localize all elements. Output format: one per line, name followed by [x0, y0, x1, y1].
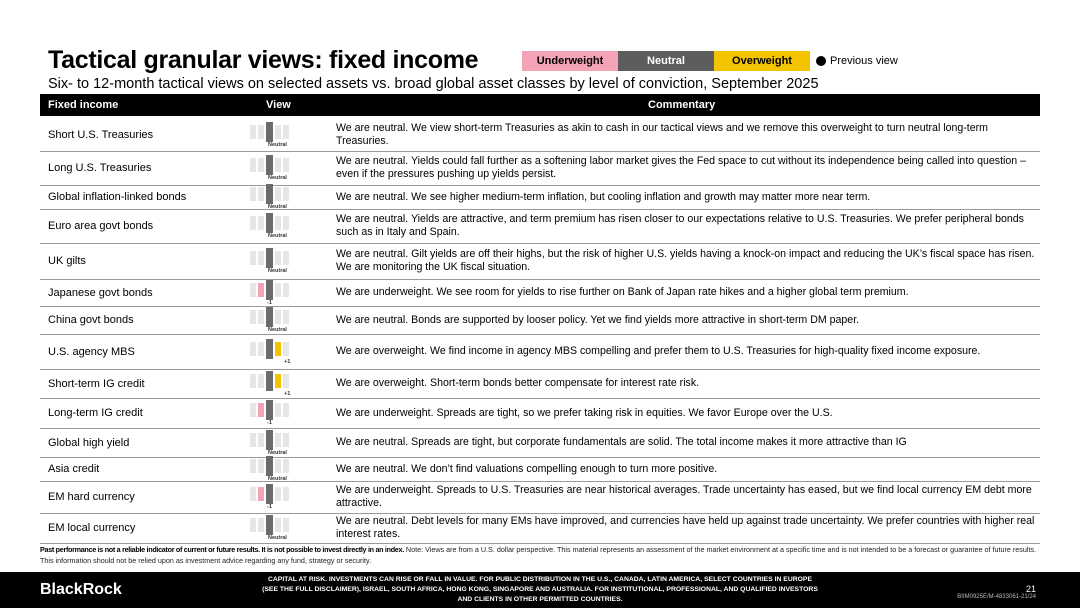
commentary-text: We are neutral. Yields could fall further as a softening labor market gives the Fed space to cut without its independence being called into question – even if the pressures pushing up yields persist. [336, 155, 1026, 180]
commentary-text: We are neutral. Bonds are supported by looser policy. Yet we find yields more attractive in short-term DM paper. [336, 313, 860, 326]
previous-view-dot-icon [816, 56, 826, 66]
commentary [336, 306, 1036, 334]
asset-name: EM local currency [48, 522, 136, 534]
scale-bar [258, 158, 264, 172]
view-scale [250, 518, 330, 542]
table-row [40, 151, 1040, 186]
asset-name: Asia credit [48, 463, 100, 475]
commentary-text: We are neutral. We see higher medium-term inflation, but cooling inflation and growth may matter more near term. [336, 190, 871, 203]
view-scale-label: +1 [284, 358, 291, 365]
commentary [336, 457, 1036, 481]
view-scale [250, 403, 330, 427]
commentary-text: We are overweight. We find income in agency MBS compelling and prefer them to U.S. Treasuries for high-quality fixed income exposure. [336, 345, 981, 357]
scale-bar [250, 374, 256, 388]
scale-bar [275, 283, 281, 297]
view-scale-label: Neutral [268, 327, 287, 333]
table-row [40, 457, 1040, 482]
commentary-text: We are underweight. Spreads are tight, so we prefer taking risk in equities. We favor Europe over the U.S. [336, 406, 833, 419]
scale-bar [275, 403, 281, 417]
scale-bar [258, 310, 264, 324]
legend-previous-label: Previous view [830, 55, 898, 67]
scale-bar [275, 251, 281, 265]
legend-overweight: Overweight [714, 51, 810, 71]
scale-center-bar [266, 280, 273, 300]
commentary-text: We are overweight. Short-term bonds better compensate for interest rate risk. [336, 377, 700, 389]
view-scale-label: -1 [267, 504, 272, 510]
legend [522, 51, 898, 71]
asset-name: Short-term IG credit [48, 377, 145, 390]
scale-bar [275, 158, 281, 172]
scale-bar [250, 187, 256, 201]
asset-name: Global high yield [48, 436, 130, 449]
commentary [336, 369, 1036, 398]
legend-underweight: Underweight [522, 51, 618, 71]
view-scale [250, 487, 330, 511]
table-row [40, 279, 1040, 307]
scale-bar [275, 216, 281, 230]
scale-center-bar [266, 371, 273, 391]
asset-name: Global inflation-linked bonds [48, 191, 187, 203]
scale-bar [258, 433, 264, 447]
view-scale [250, 459, 330, 483]
scale-bar [250, 216, 256, 230]
scale-bar [283, 158, 289, 172]
commentary-text: We are underweight. Spreads to U.S. Treasuries are near historical averages. Trade uncertainty has eased, but we find local currency EM debt more attractive. [336, 484, 1032, 509]
table-row [40, 513, 1040, 544]
view-scale-label: Neutral [268, 233, 287, 239]
commentary [336, 279, 1036, 306]
bottom-bar [0, 572, 1080, 608]
scale-center-bar [266, 400, 273, 420]
asset-name: Long-term IG credit [48, 407, 143, 419]
table-row [40, 185, 1040, 210]
scale-bar [258, 459, 264, 473]
view-scale [250, 187, 330, 211]
commentary-text: We are neutral. Yields are attractive, and term premium has risen closer to our expectations relative to U.S. Treasuries. We prefer peripheral bonds such as in Italy and Spain. [336, 213, 1024, 238]
commentary-text: We are underweight. We see room for yields to rise further on Bank of Japan rate hikes and a higher global term premium. [336, 286, 909, 298]
commentary-text: We are neutral. Debt levels for many EMs have improved, and currencies have held up against trade uncertainty. We prefer countries with higher real interest rates. [336, 515, 1035, 540]
scale-bar [283, 433, 289, 447]
scale-bar [258, 342, 264, 356]
view-scale [250, 216, 330, 240]
scale-bar [258, 518, 264, 532]
scale-bar [258, 374, 264, 388]
scale-bar [250, 251, 256, 265]
scale-bar [275, 433, 281, 447]
scale-bar [275, 125, 281, 139]
scale-center-bar [266, 248, 273, 268]
asset-name: U.S. agency MBS [48, 345, 135, 358]
asset-name: Euro area govt bonds [48, 220, 154, 232]
commentary [336, 481, 1036, 513]
view-scale [250, 374, 330, 398]
table-row [40, 369, 1040, 399]
legend-neutral: Neutral [618, 51, 714, 71]
commentary [336, 118, 1036, 151]
commentary [336, 151, 1036, 185]
disclaimer: CAPITAL AT RISK. INVESTMENTS CAN RISE OR FALL IN VALUE. FOR PUBLIC DISTRIBUTION IN THE U.S., CANADA, LATIN AMERICA, SELECT COUNTRIES IN EUROPE (SEE THE FULL DISCLAIMER), ISRAEL, SOUTH AFRICA, HONG KONG, SINGAPORE AND AUSTRALIA. FOR INSTITUTIONAL, PROFESSIONAL, AND QUALIFIED INVESTORS AND CLIENTS IN OTHER PERMITTED COUNTRIES. [262, 576, 818, 603]
scale-center-bar [266, 307, 273, 327]
table-row [40, 428, 1040, 458]
scale-bar [258, 187, 264, 201]
table-row [40, 243, 1040, 280]
view-scale [250, 125, 330, 149]
footnote [40, 544, 1050, 566]
scale-bar [275, 518, 281, 532]
view-scale [250, 251, 330, 275]
page-number: 21 [1025, 584, 1036, 594]
scale-bar [283, 310, 289, 324]
table-row [40, 334, 1040, 370]
view-scale-label: Neutral [268, 141, 287, 148]
asset-name: UK gilts [48, 255, 86, 267]
table-row [40, 306, 1040, 335]
header-commentary: Commentary [648, 99, 716, 111]
commentary [336, 185, 1036, 209]
table-header [40, 94, 1040, 116]
scale-center-bar [266, 484, 273, 504]
scale-center-bar [266, 184, 273, 204]
scale-bar [283, 459, 289, 473]
page-title: Tactical granular views: fixed income [48, 46, 479, 74]
scale-center-bar [266, 122, 273, 142]
commentary [336, 428, 1036, 457]
view-scale [250, 158, 330, 182]
asset-name: Short U.S. Treasuries [48, 128, 154, 141]
commentary [336, 209, 1036, 243]
scale-bar [283, 487, 289, 501]
commentary [336, 398, 1036, 428]
scale-bar [250, 433, 256, 447]
view-scale-label: Neutral [268, 476, 287, 482]
asset-name: Long U.S. Treasuries [48, 162, 152, 174]
commentary-text: We are neutral. Gilt yields are off their highs, but the risk of higher U.S. yields having a knock-on impact and reducing the UK’s fiscal space has risen. We are monitoring the UK fiscal situation. [336, 248, 1035, 273]
footnote-text: Note: Views are from a U.S. dollar perspective. This material represents an assessment of the market environment at a specific time and is not intended to be a forecast or guarantee of future results. This information should not be relied upon as investment advice regarding any fund, strategy or security. [40, 545, 1037, 565]
scale-bar [275, 487, 281, 501]
scale-center-bar [266, 430, 273, 450]
asset-name: Japanese govt bonds [48, 286, 153, 299]
page-subtitle: Six- to 12-month tactical views on selected assets vs. broad global asset classes by level of conviction, September 2025 [48, 76, 819, 92]
view-scale-label: Neutral [268, 535, 287, 541]
view-scale-label: -1 [267, 299, 272, 306]
asset-name: China govt bonds [48, 314, 134, 326]
scale-selected-bar [275, 374, 281, 388]
scale-bar [250, 403, 256, 417]
scale-bar [250, 342, 256, 356]
scale-bar [250, 125, 256, 139]
commentary-text: We are neutral. Spreads are tight, but corporate fundamentals are solid. The total income makes it more attractive than IG [336, 436, 907, 448]
table-row [40, 118, 1040, 152]
view-scale-label: +1 [284, 390, 291, 397]
scale-bar [250, 518, 256, 532]
commentary [336, 513, 1036, 543]
scale-bar [283, 518, 289, 532]
scale-center-bar [266, 213, 273, 233]
header-asset: Fixed income [48, 99, 119, 111]
scale-bar [283, 216, 289, 230]
view-scale-label: Neutral [268, 204, 287, 210]
scale-selected-bar [258, 487, 264, 501]
scale-bar [275, 310, 281, 324]
scale-selected-bar [275, 342, 281, 356]
scale-bar [283, 374, 289, 388]
legend-previous-view [816, 55, 898, 67]
document-id: BIIM0925E/M-4833061-21/24 [957, 594, 1036, 600]
view-scale-label: -1 [267, 420, 272, 426]
view-scale [250, 433, 330, 457]
asset-name: EM hard currency [48, 491, 135, 503]
scale-bar [283, 283, 289, 297]
commentary [336, 334, 1036, 369]
footnote-bold: Past performance is not a reliable indicator of current or future results. It is not possible to invest directly in an index. [40, 545, 404, 554]
scale-selected-bar [258, 403, 264, 417]
view-scale [250, 342, 330, 366]
scale-center-bar [266, 155, 273, 175]
scale-center-bar [266, 515, 273, 535]
scale-bar [283, 251, 289, 265]
view-scale [250, 310, 330, 334]
table-row [40, 398, 1040, 429]
scale-selected-bar [258, 283, 264, 297]
commentary [336, 243, 1036, 279]
table-row [40, 481, 1040, 514]
scale-bar [250, 158, 256, 172]
view-scale-label: Neutral [268, 268, 287, 274]
view-scale-label: Neutral [268, 449, 287, 456]
view-scale-label: Neutral [268, 175, 287, 181]
scale-bar [258, 125, 264, 139]
header-view: View [266, 99, 291, 111]
scale-bar [275, 187, 281, 201]
scale-bar [283, 187, 289, 201]
scale-bar [283, 403, 289, 417]
scale-bar [250, 487, 256, 501]
scale-center-bar [266, 456, 273, 476]
table-row [40, 209, 1040, 244]
scale-bar [275, 459, 281, 473]
scale-bar [250, 310, 256, 324]
scale-bar [283, 342, 289, 356]
scale-center-bar [266, 339, 273, 359]
blackrock-logo: BlackRock [40, 581, 122, 598]
scale-bar [258, 216, 264, 230]
scale-bar [250, 459, 256, 473]
scale-bar [283, 125, 289, 139]
scale-bar [258, 251, 264, 265]
commentary-text: We are neutral. We view short-term Treasuries as akin to cash in our tactical views and we remove this overweight to turn neutral long-term Treasuries. [336, 121, 988, 147]
view-scale [250, 283, 330, 307]
commentary-text: We are neutral. We don’t find valuations compelling enough to turn more positive. [336, 462, 718, 475]
scale-bar [250, 283, 256, 297]
